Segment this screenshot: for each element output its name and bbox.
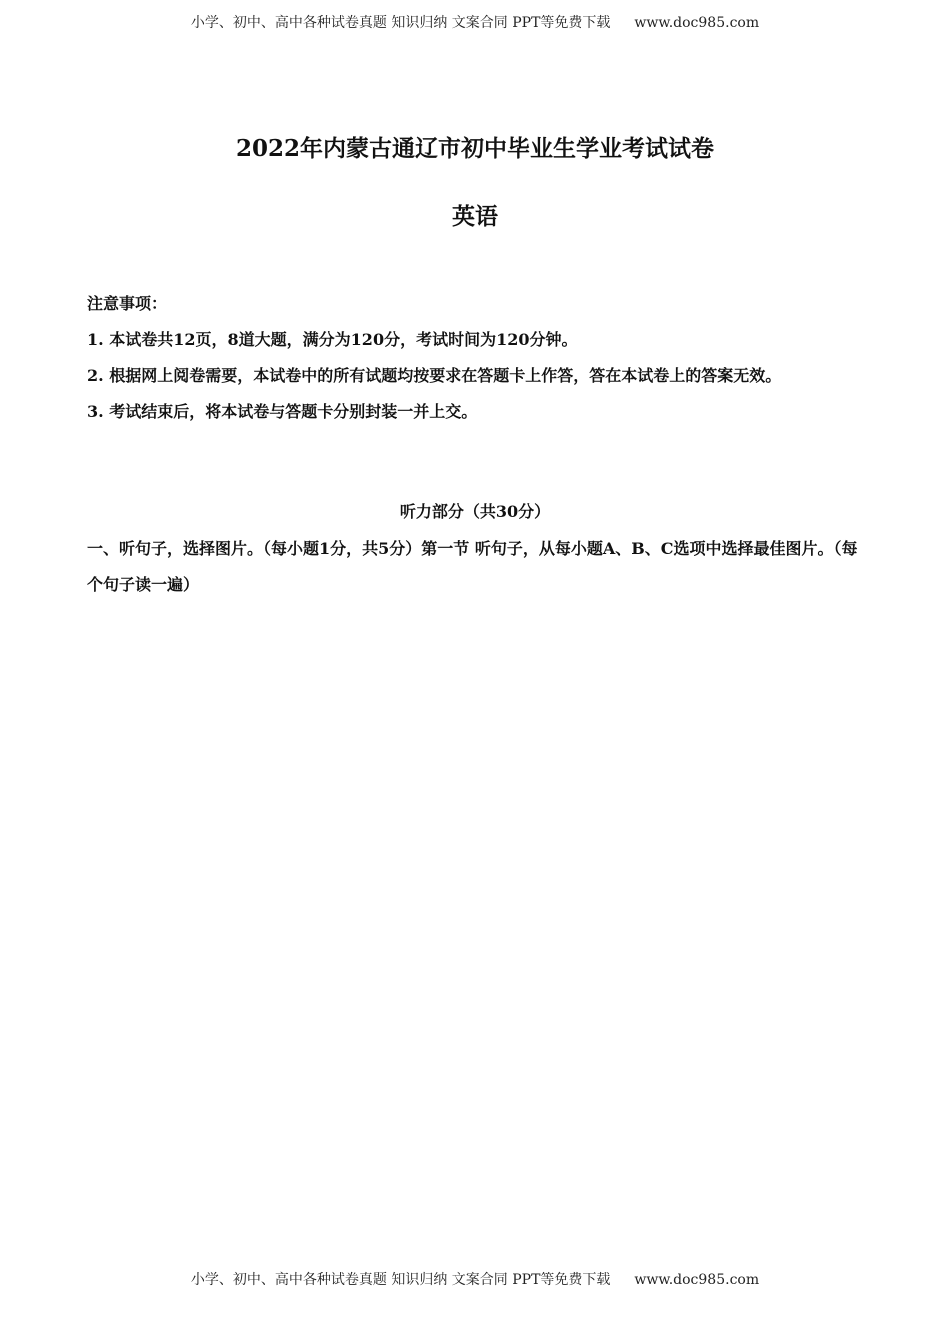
question-intro-text: 一、听句子，选择图片。（每小题1分，共5分）第一节 听句子，从每小题A、B、C选项中选择最佳图片。（每个句子读一遍） (87, 539, 858, 594)
footer-url: www.doc985.com (634, 1272, 760, 1288)
page-header (0, 12, 950, 32)
question-intro (87, 531, 867, 603)
subject-title: 英语 (452, 203, 498, 230)
header-text: 小学、初中、高中各种试卷真题 知识归纳 文案合同 PPT等免费下载 (190, 15, 611, 31)
notes-heading: 注意事项： (87, 294, 168, 313)
notes-section (87, 286, 867, 430)
notes-item: 3. 考试结束后，将本试卷与答题卡分别封装一并上交。 (87, 402, 478, 421)
notes-item: 1. 本试卷共12页，8道大题，满分为120分，考试时间为120分钟。 (87, 330, 578, 349)
exam-title: 2022年内蒙古通辽市初中毕业生学业考试试卷 (235, 135, 714, 162)
header-url: www.doc985.com (634, 15, 760, 31)
notes-item: 2. 根据网上阅卷需要，本试卷中的所有试题均按要求在答题卡上作答，答在本试卷上的答案无效。 (87, 366, 782, 385)
footer-text: 小学、初中、高中各种试卷真题 知识归纳 文案合同 PPT等免费下载 (190, 1272, 611, 1288)
listening-section-title: 听力部分（共30分） (399, 502, 551, 521)
page-footer (0, 1269, 950, 1289)
